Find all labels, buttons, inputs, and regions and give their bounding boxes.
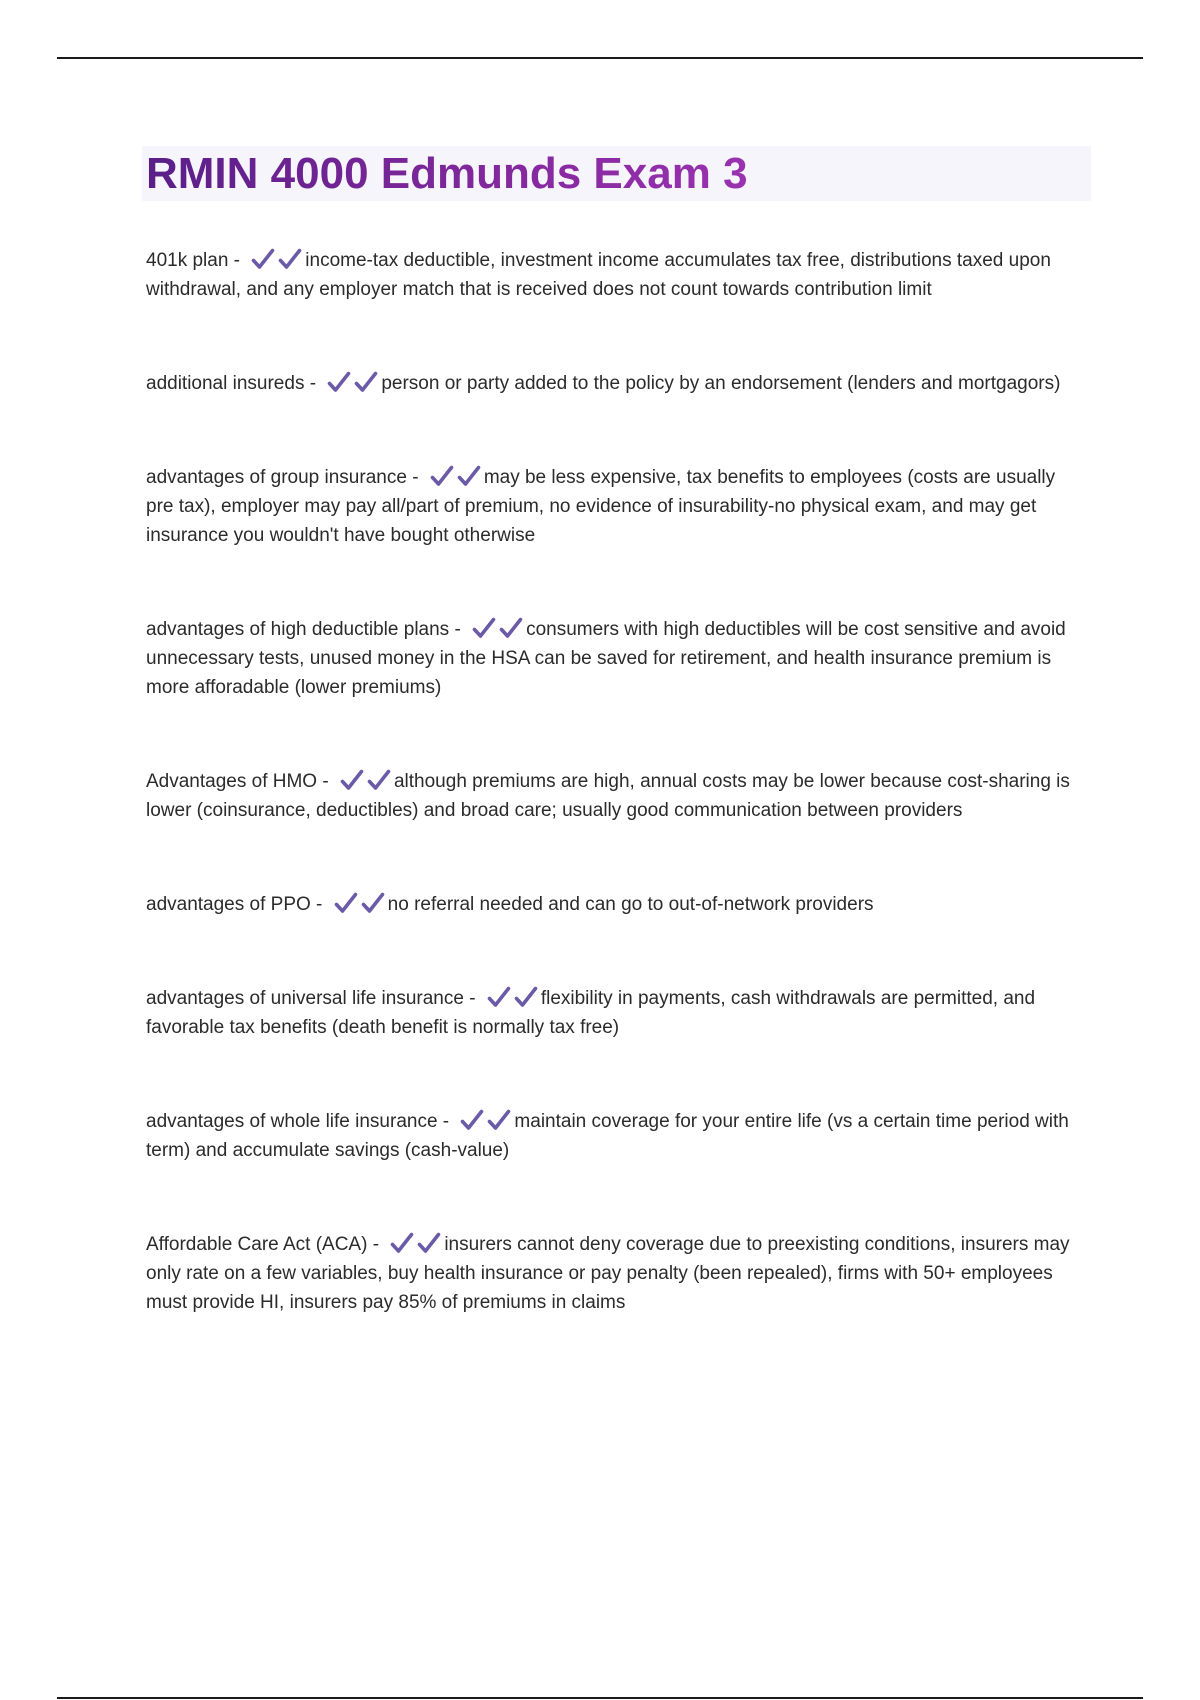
entry-separator: - — [304, 373, 322, 394]
entry-term: advantages of group insurance — [146, 467, 407, 488]
entry-definition: maintain coverage for your entire life (vs a certain time period with term) and accumulate savings (cash-value) — [146, 1111, 1069, 1161]
checkmark-icon — [472, 617, 496, 639]
checkmark-icon — [278, 248, 302, 270]
entry-separator: - — [228, 250, 246, 271]
document-title: RMIN 4000 Edmunds Exam 3 — [146, 149, 748, 198]
entry-401k-plan — [146, 246, 1086, 304]
entry-term: Affordable Care Act (ACA) — [146, 1234, 368, 1255]
entry-term: 401k plan — [146, 250, 229, 271]
entry-advantages-group-insurance — [146, 463, 1086, 550]
checkmark-icon — [367, 769, 391, 791]
entry-definition: although premiums are high, annual costs may be lower because cost-sharing is lower (coinsurance, deductibles) and broad care; usually good communication between providers — [146, 771, 1070, 821]
bottom-rule — [57, 1697, 1143, 1699]
checkmark-icon — [487, 1109, 511, 1131]
top-rule — [57, 57, 1143, 59]
entry-definition: consumers with high deductibles will be cost sensitive and avoid unnecessary tests, unused money in the HSA can be saved for retirement, and health insurance premium is more afforadable (lower premiums) — [146, 619, 1066, 698]
flashcard-list — [146, 246, 1086, 1317]
checkmark-icon — [457, 465, 481, 487]
entry-definition: no referral needed and can go to out-of-network providers — [387, 894, 874, 915]
checkmark-icon — [251, 248, 275, 270]
checkmark-icon — [460, 1109, 484, 1131]
checkmark-icon — [354, 371, 378, 393]
entry-separator: - — [437, 1111, 455, 1132]
entry-definition: income-tax deductible, investment income accumulates tax free, distributions taxed upon withdrawal, and any employer match that is received does not count towards contribution limit — [146, 250, 1051, 300]
entry-definition: may be less expensive, tax benefits to employees (costs are usually pre tax), employer may pay all/part of premium, no evidence of insurability-no physical exam, and may get insurance you wouldn't have bought otherwise — [146, 467, 1056, 546]
checkmark-icon — [487, 986, 511, 1008]
checkmark-icon — [327, 371, 351, 393]
entry-definition: person or party added to the policy by an endorsement (lenders and mortgagors) — [381, 373, 1061, 394]
entry-separator: - — [367, 1234, 385, 1255]
entry-advantages-whole-life — [146, 1107, 1086, 1165]
checkmark-icon — [334, 892, 358, 914]
entry-term: advantages of whole life insurance — [146, 1111, 438, 1132]
checkmark-icon — [340, 769, 364, 791]
entry-separator: - — [317, 771, 334, 792]
entry-term: Advantages of HMO — [146, 771, 318, 792]
entry-advantages-hmo — [146, 767, 1086, 825]
entry-term: advantages of high deductible plans — [146, 619, 450, 640]
entry-advantages-high-deductible — [146, 615, 1086, 702]
checkmark-icon — [417, 1232, 441, 1254]
entry-separator: - — [449, 619, 467, 640]
entry-term: advantages of universal life insurance — [146, 988, 464, 1009]
entry-term: advantages of PPO — [146, 894, 311, 915]
entry-definition: flexibility in payments, cash withdrawals are permitted, and favorable tax benefits (death benefit is normally tax free) — [146, 988, 1036, 1038]
checkmark-icon — [499, 617, 523, 639]
entry-separator: - — [310, 894, 328, 915]
entry-affordable-care-act — [146, 1230, 1086, 1317]
entry-advantages-ppo — [146, 890, 1086, 919]
entry-advantages-universal-life — [146, 984, 1086, 1042]
checkmark-icon — [430, 465, 454, 487]
entry-definition: insurers cannot deny coverage due to preexisting conditions, insurers may only rate on a few variables, buy health insurance or pay penalty (been repealed), firms with 50+ employees must provide HI, insurers pay 85% of premiums in claims — [146, 1234, 1070, 1313]
checkmark-icon — [361, 892, 385, 914]
entry-separator: - — [406, 467, 424, 488]
entry-separator: - — [463, 988, 481, 1009]
checkmark-icon — [390, 1232, 414, 1254]
checkmark-icon — [514, 986, 538, 1008]
entry-term: additional insureds — [146, 373, 305, 394]
entry-additional-insureds — [146, 369, 1086, 398]
